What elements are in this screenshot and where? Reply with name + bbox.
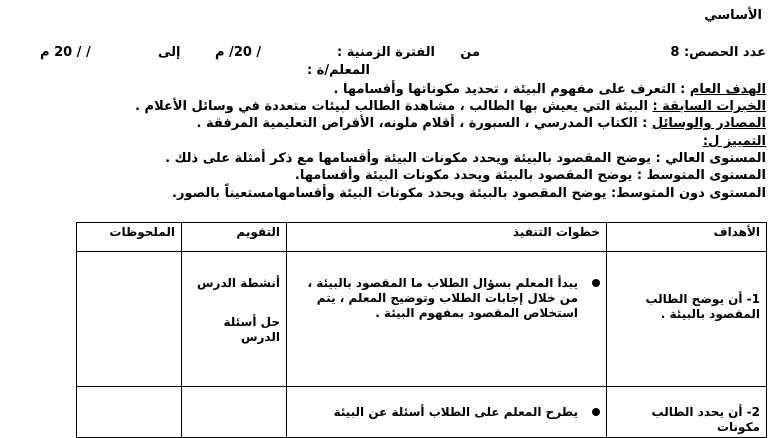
header-evaluation: التقويم [182,223,287,252]
table-header-row [77,223,767,252]
step-1 [293,276,600,321]
top-cut-text: الأساسي [704,8,762,23]
resources-line [197,116,766,131]
notes-cell [77,252,182,387]
from-value: / 20/ م [215,45,262,60]
goal-text: : التعرف على مفهوم البيئة ، تحديد مكوناتها وأقسامها . [333,82,686,97]
step-1-text: يبدأ المعلم بسؤال الطلاب ما المقصود بالبيئة ، من خلال إجابات الطلاب وتوضيح المعلم ، يتم استخلاص المقصود بمفهوم البيئة . [307,276,578,320]
objective-cell-2 [607,387,767,438]
teacher-label: المعلم/ة : [306,63,370,78]
table-row [77,252,767,387]
step-2 [293,405,600,420]
lessons-count: عدد الحصص: 8 [670,45,766,60]
notes-cell-2 [77,387,182,438]
to-value: / / 20 م [40,45,91,60]
prior-text: البيئة التي يعيش بها الطالب ، مشاهدة الطالب لبيئات متعددة في وسائل الأعلام . [135,99,649,114]
bullet-icon [592,279,600,287]
level-high: المستوى العالي : يوضح المقصود بالبيئة ويحدد مكونات البيئة وأقسامها مع ذكر أمثلة على ذلك . [165,151,766,166]
objective-cell [607,252,767,387]
prior-line [135,99,766,114]
level-mid: المستوى المتوسط : يوضح المقصود بالبيئة ويحدد مكونات البيئة وأقسامها. [294,168,766,183]
header-steps: خطوات التنفيذ [287,223,607,252]
bullet-icon [592,408,600,416]
evaluation-cell [182,252,287,387]
steps-cell-2 [287,387,607,438]
header-notes: الملحوظات [77,223,182,252]
to-label: إلى [158,45,181,60]
differentiation-label: التمييز ل: [702,134,766,149]
goal-label: الهدف العام [689,82,766,97]
lesson-table [76,222,767,438]
step-2-text: يطرح المعلم على الطلاب أسئلة عن البيئة [333,405,578,419]
header-objectives: الأهداف [607,223,767,252]
objective-2: 2- أن يحدد الطالب مكونات [651,405,760,434]
level-low: المستوى دون المتوسط: يوضح المقصود بالبيئة ويحدد مكونات البيئة وأقسامهامستعيناً بالصور. [172,186,766,201]
goal-line [334,82,766,97]
prior-label: الخبرات السابقة : [652,99,766,114]
steps-cell [287,252,607,387]
evaluation-cell-2 [182,387,287,438]
resources-label: المصادر والوسائل [651,116,766,131]
evaluation-2: حل أسئلة الدرس [223,315,280,344]
objective-1: 1- أن يوضح الطالب المقصود بالبيئة . [645,292,760,321]
period-label: الفترة الزمنية : [337,45,435,60]
evaluation-1: أنشطة الدرس [197,276,280,290]
from-label: من [460,45,480,60]
resources-text: : الكتاب المدرسي ، السبورة ، أقلام ملونه، الأقراص التعليمية المرفقة . [196,116,648,131]
table-row [77,387,767,438]
